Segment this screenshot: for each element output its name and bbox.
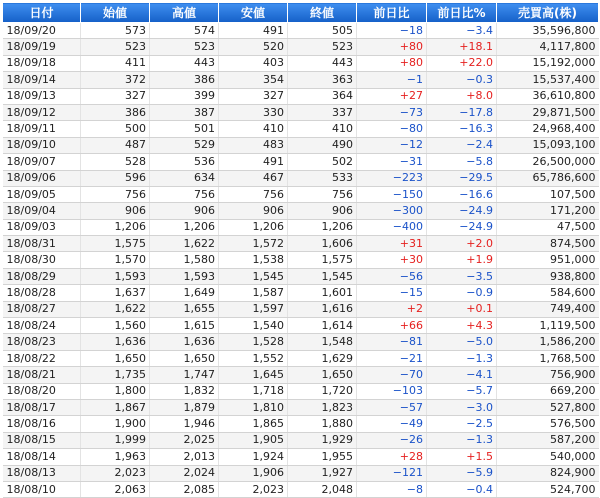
low-cell: 1,865 [219,416,288,432]
volume-cell: 15,537,400 [497,72,599,88]
low-cell: 354 [219,72,288,88]
date-cell: 18/08/13 [3,465,81,481]
change-percent-cell: −17.8 [427,104,497,120]
volume-cell: 47,500 [497,219,599,235]
high-cell: 906 [150,203,219,219]
table-row [3,170,599,186]
table-row [3,72,599,88]
volume-cell: 749,400 [497,301,599,317]
change-percent-cell: +0.1 [427,301,497,317]
low-cell: 2,023 [219,481,288,497]
price-table [2,2,599,498]
open-cell: 2,023 [81,465,150,481]
change-percent-cell: −5.9 [427,465,497,481]
open-cell: 1,900 [81,416,150,432]
high-cell: 1,622 [150,236,219,252]
low-cell: 1,538 [219,252,288,268]
table-row [3,121,599,137]
close-cell: 1,629 [288,350,357,366]
low-cell: 410 [219,121,288,137]
volume-cell: 1,586,200 [497,334,599,350]
change-percent-cell: −0.4 [427,481,497,497]
high-cell: 634 [150,170,219,186]
volume-cell: 951,000 [497,252,599,268]
high-cell: 2,025 [150,432,219,448]
open-cell: 372 [81,72,150,88]
volume-cell: 584,600 [497,285,599,301]
table-row [3,481,599,497]
change-cell: −56 [357,268,427,284]
change-percent-cell: −24.9 [427,203,497,219]
volume-cell: 756,900 [497,367,599,383]
low-cell: 1,905 [219,432,288,448]
header-low[interactable]: 安値 [219,3,288,23]
open-cell: 596 [81,170,150,186]
date-cell: 18/08/28 [3,285,81,301]
open-cell: 906 [81,203,150,219]
change-cell: −70 [357,367,427,383]
date-cell: 18/09/03 [3,219,81,235]
open-cell: 500 [81,121,150,137]
high-cell: 574 [150,23,219,39]
close-cell: 1,575 [288,252,357,268]
volume-cell: 874,500 [497,236,599,252]
change-cell: −18 [357,23,427,39]
open-cell: 523 [81,39,150,55]
change-cell: +27 [357,88,427,104]
volume-cell: 107,500 [497,186,599,202]
volume-cell: 540,000 [497,449,599,465]
change-percent-cell: +1.5 [427,449,497,465]
volume-cell: 587,200 [497,432,599,448]
close-cell: 502 [288,154,357,170]
open-cell: 756 [81,186,150,202]
date-cell: 18/09/07 [3,154,81,170]
close-cell: 337 [288,104,357,120]
date-cell: 18/08/23 [3,334,81,350]
table-row [3,88,599,104]
change-cell: +80 [357,39,427,55]
table-row [3,23,599,39]
open-cell: 1,570 [81,252,150,268]
date-cell: 18/08/10 [3,481,81,497]
close-cell: 1,720 [288,383,357,399]
date-cell: 18/09/11 [3,121,81,137]
high-cell: 387 [150,104,219,120]
volume-cell: 938,800 [497,268,599,284]
table-row [3,137,599,153]
change-cell: −81 [357,334,427,350]
table-row [3,367,599,383]
open-cell: 1,963 [81,449,150,465]
date-cell: 18/08/15 [3,432,81,448]
close-cell: 1,823 [288,399,357,415]
high-cell: 1,649 [150,285,219,301]
low-cell: 1,906 [219,465,288,481]
change-cell: −12 [357,137,427,153]
close-cell: 364 [288,88,357,104]
change-cell: +2 [357,301,427,317]
close-cell: 410 [288,121,357,137]
close-cell: 1,614 [288,318,357,334]
volume-cell: 1,768,500 [497,350,599,366]
table-row [3,39,599,55]
change-percent-cell: +18.1 [427,39,497,55]
change-percent-cell: −0.9 [427,285,497,301]
change-percent-cell: −2.4 [427,137,497,153]
high-cell: 1,832 [150,383,219,399]
change-percent-cell: +22.0 [427,55,497,71]
close-cell: 1,606 [288,236,357,252]
header-close[interactable]: 終値 [288,3,357,23]
change-cell: −80 [357,121,427,137]
table-row [3,154,599,170]
change-percent-cell: −2.5 [427,416,497,432]
high-cell: 1,650 [150,350,219,366]
high-cell: 2,024 [150,465,219,481]
change-cell: −57 [357,399,427,415]
volume-cell: 4,117,800 [497,39,599,55]
change-cell: +66 [357,318,427,334]
low-cell: 1,597 [219,301,288,317]
change-cell: −150 [357,186,427,202]
header-row [3,3,599,23]
low-cell: 1,645 [219,367,288,383]
volume-cell: 524,700 [497,481,599,497]
date-cell: 18/08/20 [3,383,81,399]
close-cell: 2,048 [288,481,357,497]
low-cell: 1,528 [219,334,288,350]
low-cell: 1,810 [219,399,288,415]
low-cell: 520 [219,39,288,55]
date-cell: 18/09/06 [3,170,81,186]
change-percent-cell: +4.3 [427,318,497,334]
change-percent-cell: −5.0 [427,334,497,350]
low-cell: 483 [219,137,288,153]
high-cell: 529 [150,137,219,153]
open-cell: 1,593 [81,268,150,284]
change-cell: −49 [357,416,427,432]
volume-cell: 669,200 [497,383,599,399]
change-percent-cell: −24.9 [427,219,497,235]
header-change-percent[interactable]: 前日比% [427,3,497,23]
volume-cell: 36,610,800 [497,88,599,104]
change-cell: +80 [357,55,427,71]
close-cell: 523 [288,39,357,55]
volume-cell: 65,786,600 [497,170,599,186]
date-cell: 18/09/04 [3,203,81,219]
date-cell: 18/09/12 [3,104,81,120]
header-change[interactable]: 前日比 [357,3,427,23]
change-percent-cell: −0.3 [427,72,497,88]
volume-cell: 527,800 [497,399,599,415]
low-cell: 906 [219,203,288,219]
close-cell: 1,616 [288,301,357,317]
change-cell: −26 [357,432,427,448]
date-cell: 18/08/16 [3,416,81,432]
high-cell: 399 [150,88,219,104]
low-cell: 467 [219,170,288,186]
table-row [3,268,599,284]
high-cell: 501 [150,121,219,137]
date-cell: 18/09/10 [3,137,81,153]
open-cell: 487 [81,137,150,153]
high-cell: 1,580 [150,252,219,268]
change-percent-cell: −16.3 [427,121,497,137]
open-cell: 1,999 [81,432,150,448]
close-cell: 756 [288,186,357,202]
date-cell: 18/08/29 [3,268,81,284]
high-cell: 1,206 [150,219,219,235]
table-row [3,350,599,366]
change-percent-cell: −1.3 [427,432,497,448]
table-row [3,449,599,465]
date-cell: 18/08/17 [3,399,81,415]
date-cell: 18/08/27 [3,301,81,317]
open-cell: 386 [81,104,150,120]
close-cell: 490 [288,137,357,153]
change-cell: −300 [357,203,427,219]
open-cell: 1,867 [81,399,150,415]
table-row [3,416,599,432]
change-cell: +30 [357,252,427,268]
low-cell: 491 [219,154,288,170]
volume-cell: 35,596,800 [497,23,599,39]
open-cell: 1,622 [81,301,150,317]
change-cell: +31 [357,236,427,252]
table-row [3,432,599,448]
table-body [3,23,599,498]
change-percent-cell: −3.0 [427,399,497,415]
table-row [3,383,599,399]
open-cell: 1,206 [81,219,150,235]
table-row [3,236,599,252]
high-cell: 1,615 [150,318,219,334]
close-cell: 1,927 [288,465,357,481]
date-cell: 18/08/31 [3,236,81,252]
low-cell: 1,587 [219,285,288,301]
date-cell: 18/08/30 [3,252,81,268]
volume-cell: 29,871,500 [497,104,599,120]
date-cell: 18/09/14 [3,72,81,88]
high-cell: 1,655 [150,301,219,317]
table-row [3,104,599,120]
table-row [3,186,599,202]
open-cell: 1,575 [81,236,150,252]
low-cell: 327 [219,88,288,104]
close-cell: 1,955 [288,449,357,465]
high-cell: 536 [150,154,219,170]
change-cell: −73 [357,104,427,120]
date-cell: 18/08/22 [3,350,81,366]
change-cell: −31 [357,154,427,170]
low-cell: 1,545 [219,268,288,284]
high-cell: 523 [150,39,219,55]
table-row [3,301,599,317]
change-percent-cell: −5.7 [427,383,497,399]
volume-cell: 171,200 [497,203,599,219]
close-cell: 906 [288,203,357,219]
change-cell: −223 [357,170,427,186]
close-cell: 533 [288,170,357,186]
table-row [3,285,599,301]
change-percent-cell: +2.0 [427,236,497,252]
close-cell: 1,650 [288,367,357,383]
table-row [3,219,599,235]
low-cell: 1,540 [219,318,288,334]
close-cell: 1,601 [288,285,357,301]
date-cell: 18/09/18 [3,55,81,71]
open-cell: 1,800 [81,383,150,399]
high-cell: 756 [150,186,219,202]
open-cell: 1,560 [81,318,150,334]
volume-cell: 824,900 [497,465,599,481]
header-volume[interactable]: 売買高(株) [497,3,599,23]
change-percent-cell: −4.1 [427,367,497,383]
volume-cell: 1,119,500 [497,318,599,334]
change-percent-cell: +8.0 [427,88,497,104]
high-cell: 1,946 [150,416,219,432]
open-cell: 327 [81,88,150,104]
change-percent-cell: −3.4 [427,23,497,39]
close-cell: 1,880 [288,416,357,432]
date-cell: 18/09/05 [3,186,81,202]
low-cell: 1,572 [219,236,288,252]
low-cell: 756 [219,186,288,202]
high-cell: 1,636 [150,334,219,350]
date-cell: 18/09/13 [3,88,81,104]
change-cell: −21 [357,350,427,366]
header-high[interactable]: 高値 [150,3,219,23]
high-cell: 1,593 [150,268,219,284]
table-row [3,252,599,268]
table-row [3,334,599,350]
close-cell: 505 [288,23,357,39]
open-cell: 1,650 [81,350,150,366]
change-cell: −400 [357,219,427,235]
low-cell: 330 [219,104,288,120]
open-cell: 528 [81,154,150,170]
date-cell: 18/08/24 [3,318,81,334]
low-cell: 1,924 [219,449,288,465]
close-cell: 443 [288,55,357,71]
stock-price-history [2,2,598,498]
low-cell: 1,718 [219,383,288,399]
change-percent-cell: −1.3 [427,350,497,366]
close-cell: 1,548 [288,334,357,350]
high-cell: 2,013 [150,449,219,465]
volume-cell: 26,500,000 [497,154,599,170]
date-cell: 18/08/21 [3,367,81,383]
high-cell: 1,747 [150,367,219,383]
low-cell: 491 [219,23,288,39]
open-cell: 1,636 [81,334,150,350]
change-percent-cell: +1.9 [427,252,497,268]
volume-cell: 576,500 [497,416,599,432]
high-cell: 443 [150,55,219,71]
high-cell: 386 [150,72,219,88]
change-cell: −15 [357,285,427,301]
open-cell: 573 [81,23,150,39]
table-row [3,203,599,219]
date-cell: 18/08/14 [3,449,81,465]
open-cell: 1,637 [81,285,150,301]
close-cell: 1,545 [288,268,357,284]
date-cell: 18/09/19 [3,39,81,55]
low-cell: 1,552 [219,350,288,366]
change-percent-cell: −3.5 [427,268,497,284]
high-cell: 1,879 [150,399,219,415]
table-row [3,318,599,334]
high-cell: 2,085 [150,481,219,497]
volume-cell: 24,968,400 [497,121,599,137]
header-date[interactable]: 日付 [3,3,81,23]
open-cell: 1,735 [81,367,150,383]
table-row [3,465,599,481]
change-percent-cell: −5.8 [427,154,497,170]
table-row [3,55,599,71]
low-cell: 403 [219,55,288,71]
low-cell: 1,206 [219,219,288,235]
change-cell: −121 [357,465,427,481]
open-cell: 411 [81,55,150,71]
header-open[interactable]: 始値 [81,3,150,23]
volume-cell: 15,192,000 [497,55,599,71]
change-percent-cell: −16.6 [427,186,497,202]
open-cell: 2,063 [81,481,150,497]
change-cell: −1 [357,72,427,88]
date-cell: 18/09/20 [3,23,81,39]
close-cell: 1,206 [288,219,357,235]
change-percent-cell: −29.5 [427,170,497,186]
close-cell: 363 [288,72,357,88]
change-cell: −8 [357,481,427,497]
change-cell: +28 [357,449,427,465]
volume-cell: 15,093,100 [497,137,599,153]
close-cell: 1,929 [288,432,357,448]
change-cell: −103 [357,383,427,399]
table-row [3,399,599,415]
